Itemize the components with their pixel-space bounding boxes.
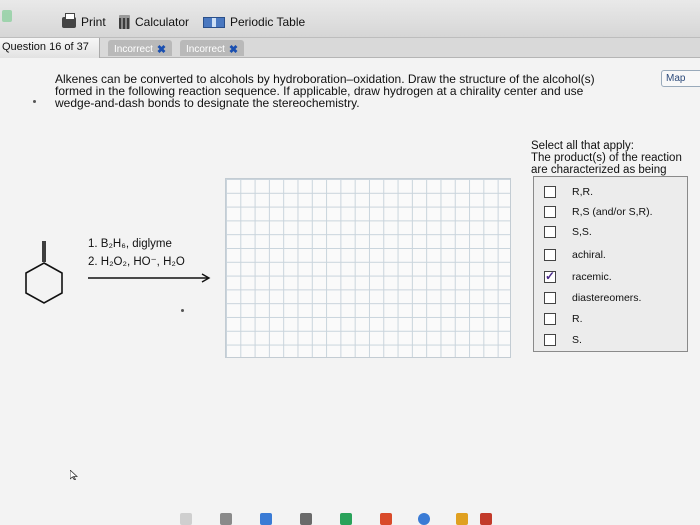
option-achiral[interactable] bbox=[544, 249, 606, 261]
reaction-conditions bbox=[88, 235, 185, 271]
reaction-step-1: 1. B₂H₆, diglyme bbox=[88, 238, 172, 250]
question-counter: Question 16 of 37 bbox=[0, 38, 100, 58]
map-label: Map bbox=[666, 73, 686, 84]
reaction-step-2: 2. H₂O₂, HO⁻, H₂O bbox=[88, 256, 185, 268]
periodic-table-icon bbox=[203, 17, 225, 28]
printer-icon bbox=[62, 17, 76, 28]
options-panel bbox=[533, 176, 688, 352]
option-label: R,S (and/or S,R). bbox=[572, 206, 653, 218]
option-label: S. bbox=[572, 334, 582, 346]
periodic-table-button[interactable] bbox=[203, 15, 305, 29]
print-button[interactable] bbox=[62, 15, 106, 29]
map-button[interactable] bbox=[661, 70, 700, 87]
mouse-cursor-icon bbox=[70, 470, 78, 480]
attempt-tab-2-label: Incorrect bbox=[186, 43, 225, 55]
option-s[interactable] bbox=[544, 334, 582, 346]
option-rs[interactable] bbox=[544, 206, 653, 218]
bullet-dot bbox=[33, 100, 36, 103]
checkbox[interactable] bbox=[544, 334, 556, 346]
select-heading-line-1: Select all that apply: bbox=[531, 140, 634, 152]
option-label: diastereomers. bbox=[572, 292, 642, 304]
x-icon: ✖ bbox=[156, 43, 167, 56]
select-heading-line-3: are characterized as being bbox=[531, 164, 667, 176]
checkbox-checked[interactable] bbox=[544, 271, 556, 283]
stray-dot bbox=[181, 309, 184, 312]
attempt-tab-1-label: Incorrect bbox=[114, 43, 153, 55]
attempt-tab-1[interactable] bbox=[108, 40, 172, 56]
taskbar-icon[interactable] bbox=[180, 513, 192, 525]
calculator-label: Calculator bbox=[135, 15, 190, 29]
taskbar-icon[interactable] bbox=[260, 513, 272, 525]
question-line-1: Alkenes can be converted to alcohols by hydroboration–oxidation. Draw the structure of the alcohol(s) bbox=[55, 72, 595, 86]
taskbar-icon[interactable] bbox=[340, 513, 352, 525]
top-toolbar bbox=[0, 0, 700, 38]
reaction-arrow bbox=[88, 272, 213, 284]
option-ss[interactable] bbox=[544, 226, 592, 238]
taskbar-icon[interactable] bbox=[220, 513, 232, 525]
question-text bbox=[55, 73, 655, 109]
taskbar bbox=[160, 513, 560, 525]
taskbar-icon[interactable] bbox=[300, 513, 312, 525]
option-diastereomers[interactable] bbox=[544, 292, 641, 304]
attempt-tab-2[interactable] bbox=[180, 40, 244, 56]
question-line-2: formed in the following reaction sequence. If applicable, draw hydrogen at a chirality center and use bbox=[55, 84, 584, 98]
checkbox[interactable] bbox=[544, 292, 556, 304]
taskbar-icon[interactable] bbox=[456, 513, 468, 525]
checkbox[interactable] bbox=[544, 249, 556, 261]
x-icon: ✖ bbox=[228, 43, 239, 56]
option-rr[interactable] bbox=[544, 186, 593, 198]
checkbox[interactable] bbox=[544, 186, 556, 198]
option-r[interactable] bbox=[544, 313, 583, 325]
periodic-table-label: Periodic Table bbox=[230, 15, 306, 29]
taskbar-icon[interactable] bbox=[480, 513, 492, 525]
calculator-icon bbox=[119, 15, 130, 29]
taskbar-icon[interactable] bbox=[418, 513, 430, 525]
option-racemic[interactable] bbox=[544, 271, 612, 283]
option-label: achiral. bbox=[572, 249, 606, 261]
question-line-3: wedge-and-dash bonds to designate the stereochemistry. bbox=[55, 96, 360, 110]
question-bar bbox=[0, 38, 700, 58]
option-label: racemic. bbox=[572, 271, 612, 283]
select-heading-line-2: The product(s) of the reaction bbox=[531, 152, 682, 164]
app-icon bbox=[2, 10, 12, 22]
option-label: R. bbox=[572, 313, 583, 325]
checkbox[interactable] bbox=[544, 206, 556, 218]
calculator-button[interactable] bbox=[119, 15, 189, 29]
option-label: S,S. bbox=[572, 226, 592, 238]
print-label: Print bbox=[81, 15, 106, 29]
taskbar-icon[interactable] bbox=[380, 513, 392, 525]
drawing-canvas[interactable] bbox=[225, 178, 511, 358]
methylenecyclohexane-structure bbox=[20, 236, 70, 308]
select-heading bbox=[531, 140, 696, 176]
checkbox[interactable] bbox=[544, 313, 556, 325]
option-label: R,R. bbox=[572, 186, 593, 198]
checkbox[interactable] bbox=[544, 226, 556, 238]
